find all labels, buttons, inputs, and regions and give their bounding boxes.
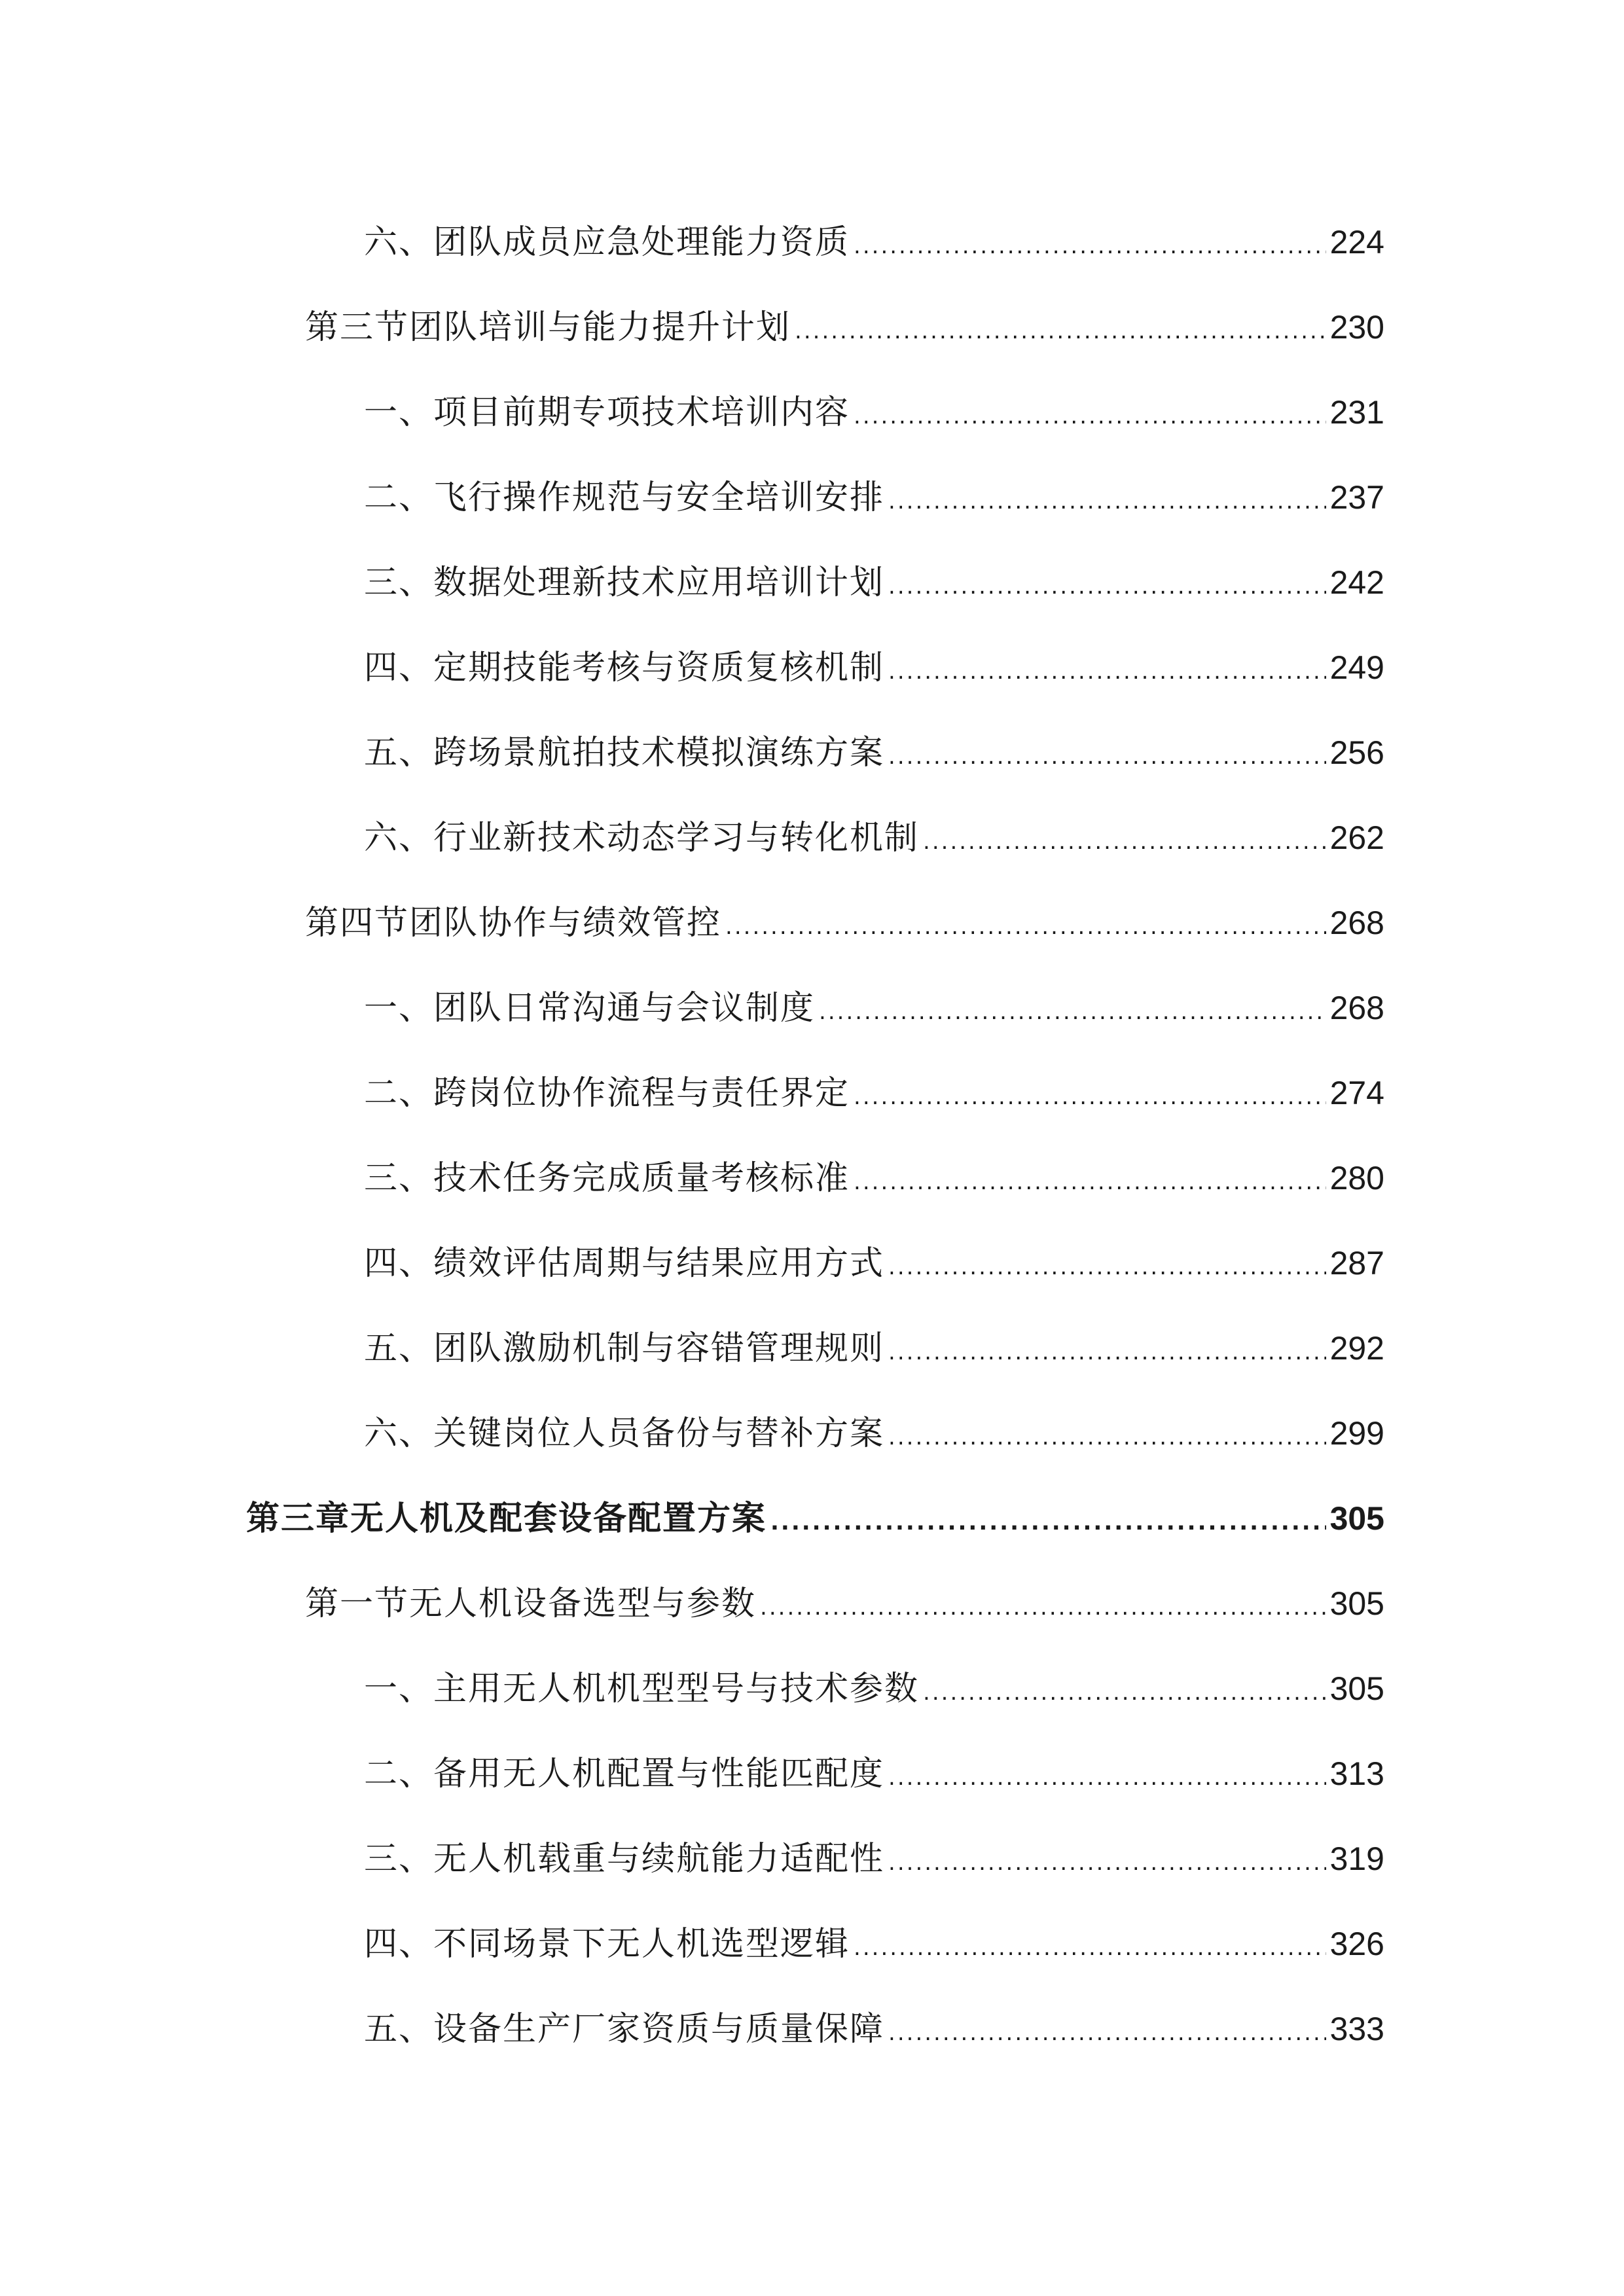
toc-entry-title: 六、关键岗位人员备份与替补方案 <box>364 1414 885 1453</box>
toc-entry[interactable] <box>364 556 1384 609</box>
toc-entry-title: 五、团队激励机制与容错管理规则 <box>364 1329 885 1368</box>
toc-entry[interactable] <box>364 216 1384 268</box>
toc-entry[interactable] <box>305 301 1384 353</box>
toc-entry[interactable] <box>364 1152 1384 1204</box>
toc-entry-title: 第四节团队协作与绩效管控 <box>305 904 722 942</box>
toc-entry-title: 第三节团队培训与能力提升计划 <box>305 308 791 347</box>
toc-entry-page: 287 <box>1329 1245 1384 1282</box>
toc-entry[interactable] <box>364 982 1384 1034</box>
toc-entry-page: 231 <box>1329 394 1384 431</box>
toc-entry-page: 319 <box>1329 1840 1384 1877</box>
toc-entry-title: 五、跨场景航拍技术模拟演练方案 <box>364 734 885 772</box>
toc-entry[interactable] <box>364 726 1384 779</box>
toc-entry-page: 224 <box>1329 224 1384 260</box>
toc-chapter-entry[interactable] <box>246 1492 1384 1545</box>
toc-entry[interactable] <box>364 1918 1384 1970</box>
toc-dot-leader <box>854 1922 1326 1974</box>
toc-entry[interactable] <box>364 386 1384 439</box>
toc-entry-title: 一、项目前期专项技术培训内容 <box>364 393 850 432</box>
toc-dot-leader <box>854 1071 1326 1123</box>
toc-entry-title: 三、数据处理新技术应用培训计划 <box>364 564 885 602</box>
toc-entry-page: 305 <box>1329 1670 1384 1707</box>
toc-entry-title: 二、飞行操作规范与安全培训安排 <box>364 478 885 517</box>
toc-entry-title: 六、团队成员应急处理能力资质 <box>364 223 850 262</box>
toc-dot-leader <box>888 2007 1326 2059</box>
toc-dot-leader <box>854 1156 1326 1208</box>
toc-entry-title: 第三章无人机及配套设备配置方案 <box>246 1499 767 1538</box>
toc-entry[interactable] <box>364 1833 1384 1885</box>
toc-entry[interactable] <box>364 1322 1384 1374</box>
toc-entry-page: 313 <box>1329 1755 1384 1792</box>
toc-entry-page: 256 <box>1329 734 1384 771</box>
toc-dot-leader <box>888 1326 1326 1378</box>
toc-entry-page: 299 <box>1329 1415 1384 1452</box>
toc-dot-leader <box>770 1496 1326 1549</box>
toc-dot-leader <box>725 901 1326 953</box>
toc-entry-page: 326 <box>1329 1926 1384 1962</box>
toc-entry-page: 268 <box>1329 905 1384 941</box>
toc-entry-page: 242 <box>1329 564 1384 601</box>
toc-entry[interactable] <box>364 1748 1384 1800</box>
toc-entry[interactable] <box>364 1237 1384 1289</box>
toc-dot-leader <box>888 1411 1326 1463</box>
toc-entry-page: 262 <box>1329 819 1384 856</box>
toc-entry-title: 四、绩效评估周期与结果应用方式 <box>364 1244 885 1283</box>
toc-entry-page: 268 <box>1329 990 1384 1026</box>
toc-entry-page: 274 <box>1329 1075 1384 1111</box>
toc-entry-title: 四、不同场景下无人机选型逻辑 <box>364 1925 850 1964</box>
toc-entry-title: 二、备用无人机配置与性能匹配度 <box>364 1755 885 1793</box>
toc-entry-title: 三、技术任务完成质量考核标准 <box>364 1159 850 1198</box>
toc-dot-leader <box>888 560 1326 613</box>
toc-entry-title: 五、设备生产厂家资质与质量保障 <box>364 2010 885 2049</box>
toc-entry[interactable] <box>364 1662 1384 1715</box>
toc-dot-leader <box>888 730 1326 783</box>
toc-dot-leader <box>819 986 1326 1038</box>
toc-entry[interactable] <box>364 2003 1384 2055</box>
toc-entry-page: 230 <box>1329 309 1384 346</box>
toc-entry[interactable] <box>305 897 1384 949</box>
toc-entry-page: 333 <box>1329 2011 1384 2047</box>
toc-entry-title: 一、主用无人机机型型号与技术参数 <box>364 1670 920 1708</box>
toc-dot-leader <box>923 1666 1326 1719</box>
toc-entry[interactable] <box>364 641 1384 694</box>
toc-entry-title: 三、无人机载重与续航能力适配性 <box>364 1840 885 1878</box>
toc-entry-page: 249 <box>1329 649 1384 686</box>
toc-dot-leader <box>854 390 1326 442</box>
toc-entry-title: 第一节无人机设备选型与参数 <box>305 1585 757 1623</box>
toc-entry-title: 四、定期技能考核与资质复核机制 <box>364 649 885 687</box>
toc-entry[interactable] <box>364 471 1384 524</box>
toc-entry-title: 二、跨岗位协作流程与责任界定 <box>364 1074 850 1113</box>
toc-entry[interactable] <box>364 812 1384 864</box>
toc-dot-leader <box>760 1581 1326 1634</box>
toc-dot-leader <box>888 475 1326 528</box>
toc-dot-leader <box>888 1751 1326 1804</box>
toc-entry[interactable] <box>305 1577 1384 1630</box>
toc-entry-page: 305 <box>1329 1500 1384 1537</box>
toc-entry-page: 305 <box>1329 1585 1384 1622</box>
toc-dot-leader <box>795 305 1326 357</box>
toc-dot-leader <box>888 645 1326 698</box>
toc-entry[interactable] <box>364 1067 1384 1119</box>
toc-dot-leader <box>854 220 1326 272</box>
toc-entry-page: 237 <box>1329 479 1384 516</box>
toc-entry-title: 一、团队日常沟通与会议制度 <box>364 989 816 1028</box>
toc-entry-page: 280 <box>1329 1160 1384 1196</box>
toc-dot-leader <box>923 816 1326 868</box>
toc-dot-leader <box>888 1837 1326 1889</box>
toc-entry-page: 292 <box>1329 1330 1384 1367</box>
toc-entry[interactable] <box>364 1407 1384 1460</box>
toc-dot-leader <box>888 1241 1326 1293</box>
toc-entry-title: 六、行业新技术动态学习与转化机制 <box>364 819 920 857</box>
